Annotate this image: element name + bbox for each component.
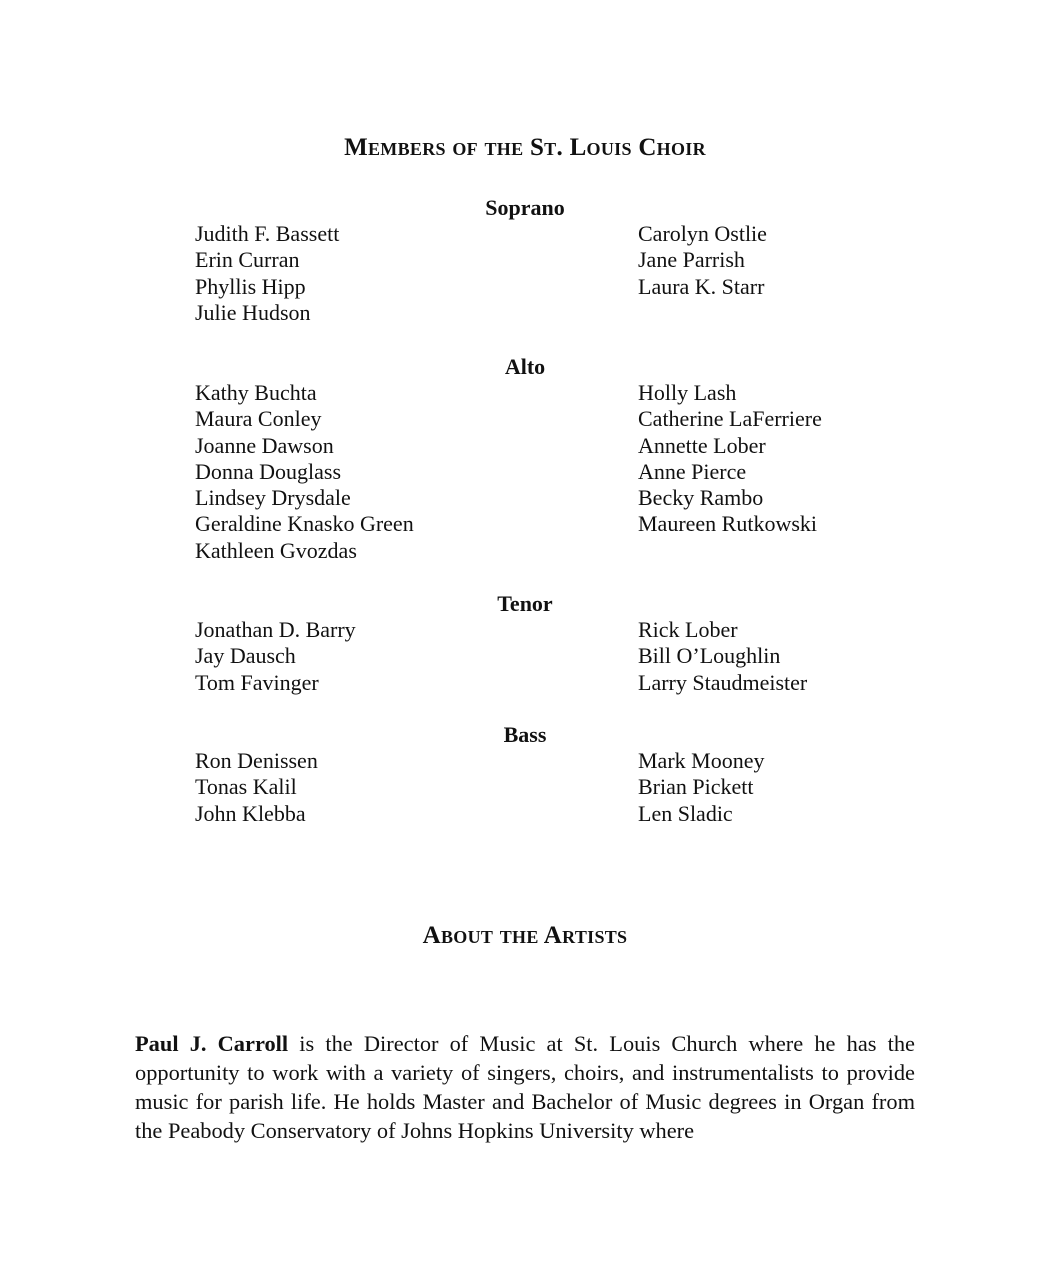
member-name: Jane Parrish — [638, 247, 745, 273]
member-name: Ron Denissen — [195, 748, 318, 773]
member-name: Jonathan D. Barry — [195, 617, 356, 642]
member-name: Julie Hudson — [195, 299, 311, 325]
member-name: Tonas Kalil — [195, 774, 297, 800]
artist-bio-text: is the Director of Music at St. Louis Church where he has the opportunity to work with a variety of singers, choirs, and instrumentalists to provide music for parish life. He holds Master and Bachelor of Music degrees in Organ from the Peabody Conservatory of Johns Hopkins University where — [135, 1031, 915, 1143]
member-name: Holly Lash — [638, 380, 737, 405]
tenor-left-column — [195, 617, 356, 696]
alto-right-column — [638, 380, 822, 538]
tenor-right-column — [638, 617, 807, 696]
member-name: Maura Conley — [195, 406, 322, 432]
section-heading-bass: Bass — [503, 722, 547, 747]
member-name: Erin Curran — [195, 247, 300, 273]
member-name: Carolyn Ostlie — [638, 221, 767, 246]
soprano-left-column — [195, 221, 339, 326]
member-name: Kathleen Gvozdas — [195, 537, 357, 563]
member-name: Anne Pierce — [638, 458, 747, 484]
member-name: Lindsey Drysdale — [195, 485, 351, 511]
member-name: Brian Pickett — [638, 774, 754, 800]
bass-right-column — [638, 748, 764, 827]
member-name: Jay Dausch — [195, 643, 296, 669]
section-heading-alto: Alto — [504, 354, 546, 379]
member-name: Larry Staudmeister — [638, 669, 808, 695]
section-heading-soprano: Soprano — [485, 195, 565, 220]
artist-bio-paragraph — [135, 1030, 915, 1145]
member-name: Tom Favinger — [195, 669, 319, 695]
alto-left-column — [195, 380, 414, 564]
member-name: Kathy Buchta — [195, 380, 317, 405]
member-name: Len Sladic — [638, 800, 733, 826]
member-name: Rick Lober — [638, 617, 738, 642]
member-name: Maureen Rutkowski — [638, 511, 818, 537]
about-artists-title: About the Artists — [422, 922, 628, 949]
artist-name: Paul J. Carroll — [135, 1031, 289, 1057]
member-name: John Klebba — [195, 800, 306, 826]
member-name: Catherine LaFerriere — [638, 406, 822, 432]
member-name: Annette Lober — [638, 432, 766, 458]
section-heading-tenor: Tenor — [497, 591, 553, 616]
member-name: Laura K. Starr — [638, 273, 765, 299]
member-name: Donna Douglass — [195, 458, 342, 484]
soprano-right-column — [638, 221, 767, 300]
choir-members-title: Members of the St. Louis Choir — [344, 134, 706, 161]
member-name: Mark Mooney — [638, 748, 765, 773]
member-name: Geraldine Knasko Green — [195, 511, 414, 537]
member-name: Judith F. Bassett — [195, 221, 340, 246]
member-name: Bill O’Loughlin — [638, 643, 781, 669]
member-name: Joanne Dawson — [195, 432, 334, 458]
member-name: Becky Rambo — [638, 485, 764, 511]
bass-left-column — [195, 748, 318, 827]
member-name: Phyllis Hipp — [195, 273, 306, 299]
